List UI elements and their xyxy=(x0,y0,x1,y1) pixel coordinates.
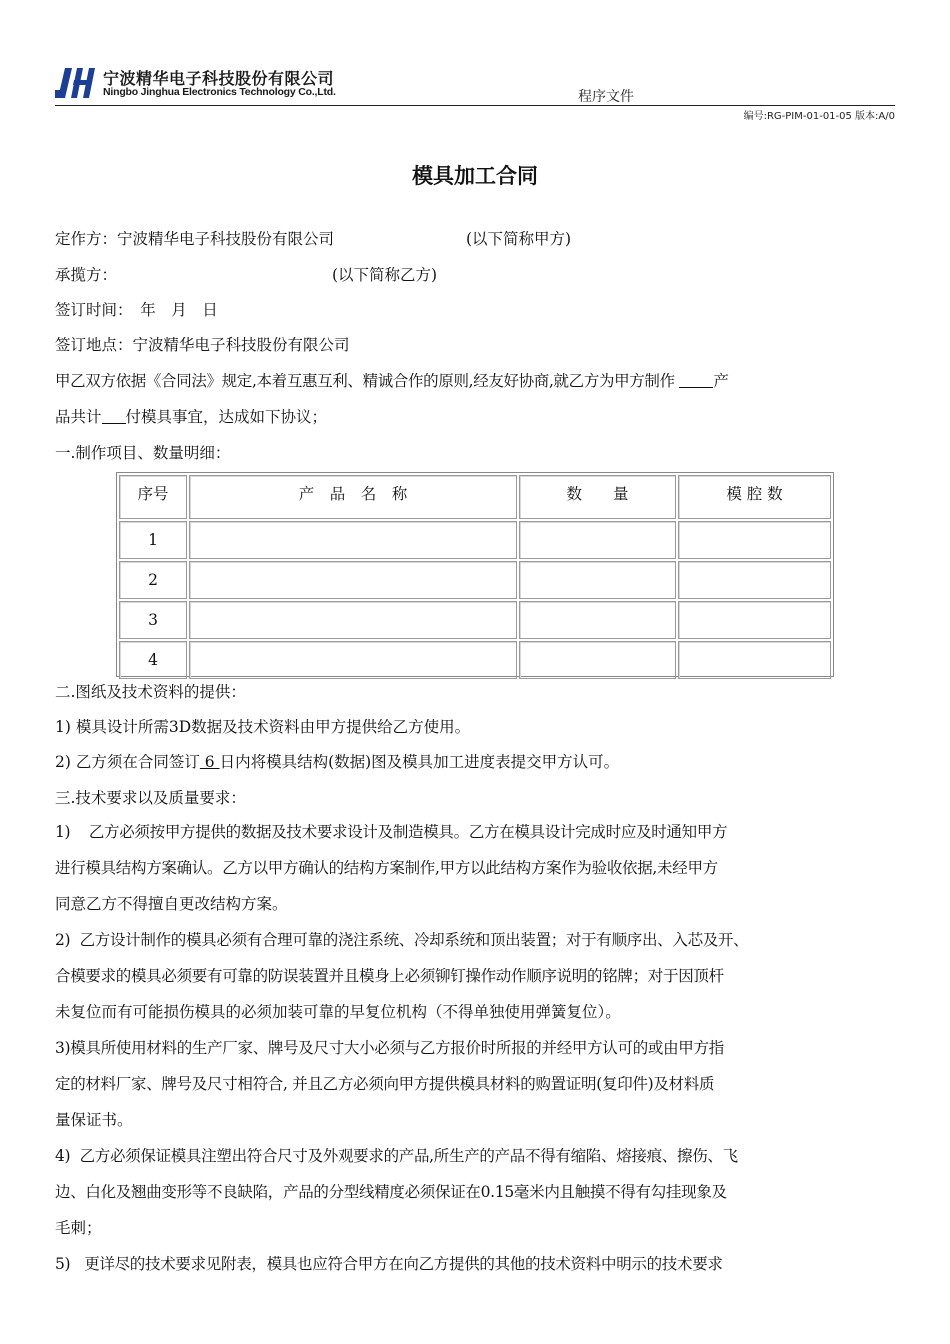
sign-time: 签订时间： 年 月 日 xyxy=(55,301,218,319)
table-header-row xyxy=(119,475,831,519)
table-row xyxy=(119,601,831,639)
row-cavity-count xyxy=(678,521,831,559)
header-quantity: 数 量 xyxy=(519,475,676,519)
table-row xyxy=(119,561,831,599)
section3-line: 5) 更详尽的技术要求见附表，模具也应符合甲方在向乙方提供的其他的技术资料中明示的技术要求 xyxy=(55,1255,723,1273)
section2-item-2-a: 2) 乙方须在合同签订 xyxy=(55,753,200,771)
sign-place: 签订地点：宁波精华电子科技股份有限公司 xyxy=(55,336,350,354)
section3-line: 毛刺； xyxy=(55,1219,102,1237)
document-code: 编号:RG-PIM-01-01-05 版本:A/0 xyxy=(743,111,895,122)
row-product-name xyxy=(189,641,517,679)
section2-heading: 二.图纸及技术资料的提供： xyxy=(55,683,246,701)
maker-note: (以下简称甲方) xyxy=(466,230,572,248)
section2-item-1: 1) 模具设计所需3D数据及技术资料由甲方提供给乙方使用。 xyxy=(55,718,471,736)
row-quantity xyxy=(519,521,676,559)
section3-line: 边、白化及翘曲变形等不良缺陷，产品的分型线精度必须保证在0.15毫米内且触摸不得有勾挂现象及 xyxy=(55,1183,727,1201)
row-product-name xyxy=(189,601,517,639)
row-cavity-count xyxy=(678,641,831,679)
maker-label: 定作方： xyxy=(55,230,118,248)
section3-line: 定的材料厂家、牌号及尺寸相符合, 并且乙方必须向甲方提供模具材料的购置证明(复印件)及材料质 xyxy=(55,1075,715,1093)
intro-line-2 xyxy=(55,405,327,427)
header-index: 序号 xyxy=(119,475,187,519)
section3-line: 合模要求的模具必须要有可靠的防误装置并且模身上必须铆钉操作动作顺序说明的铭牌；对于因顶杆 xyxy=(55,967,724,985)
section2-item-2-b: 日内将模具结构(数据)图及模具加工进度表提交甲方认可。 xyxy=(219,753,620,771)
intro-text-a: 甲乙双方依据《合同法》规定,本着互惠互利、精诚合作的原则,经友好协商,就乙方为甲方制作 xyxy=(55,372,675,390)
intro-text-c: 品共计 xyxy=(55,408,102,426)
items-table xyxy=(116,472,834,677)
row-index: 4 xyxy=(119,641,187,679)
header-cavity-count: 模 腔 数 xyxy=(678,475,831,519)
section3-heading: 三.技术要求以及质量要求： xyxy=(55,789,246,807)
jh-logo-icon xyxy=(55,66,99,100)
intro-text-b: 产 xyxy=(713,372,729,390)
submission-days: 6 xyxy=(199,753,220,771)
maker-name: 宁波精华电子科技股份有限公司 xyxy=(117,230,335,248)
company-name-cn: 宁波精华电子科技股份有限公司 xyxy=(103,69,335,88)
header-product-name: 产 品 名 称 xyxy=(189,475,517,519)
section3-line: 1) 乙方必须按甲方提供的数据及技术要求设计及制造模具。乙方在模具设计完成时应及时通知甲方 xyxy=(55,823,728,841)
section3-line: 4) 乙方必须保证模具注塑出符合尺寸及外观要求的产品,所生产的产品不得有缩陷、熔接痕、擦伤、飞 xyxy=(55,1147,738,1165)
section3-line: 进行模具结构方案确认。乙方以甲方确认的结构方案制作,甲方以此结构方案作为验收依据,未经甲方 xyxy=(55,859,718,877)
row-index: 1 xyxy=(119,521,187,559)
intro-line-1 xyxy=(55,369,728,391)
row-cavity-count xyxy=(678,561,831,599)
row-product-name xyxy=(189,521,517,559)
section1-heading: 一.制作项目、数量明细： xyxy=(55,444,231,462)
product-name-blank xyxy=(679,373,713,388)
document-type: 程序文件 xyxy=(578,89,634,105)
intro-text-d: 付模具事宜，达成如下协议； xyxy=(125,408,328,426)
contractor-label: 承揽方： xyxy=(55,266,118,284)
row-cavity-count xyxy=(678,601,831,639)
row-index: 2 xyxy=(119,561,187,599)
maker-line xyxy=(55,227,572,249)
row-quantity xyxy=(519,641,676,679)
row-quantity xyxy=(519,601,676,639)
company-name-en: Ningbo Jinghua Electronics Technology Co.,Ltd. xyxy=(103,86,336,98)
table-row xyxy=(119,641,831,679)
contractor-note: (以下简称乙方) xyxy=(332,266,438,284)
row-product-name xyxy=(189,561,517,599)
mold-count-blank xyxy=(102,409,126,424)
section3-line: 2) 乙方设计制作的模具必须有合理可靠的浇注系统、冷却系统和顶出装置；对于有顺序出、入芯及开、 xyxy=(55,931,749,949)
page-title: 模具加工合同 xyxy=(412,164,538,188)
row-quantity xyxy=(519,561,676,599)
section3-line: 量保证书。 xyxy=(55,1111,133,1129)
section3-line: 未复位而有可能损伤模具的必须加装可靠的早复位机构（不得单独使用弹簧复位）。 xyxy=(55,1003,621,1021)
contractor-line xyxy=(55,263,438,285)
section3-line: 3)模具所使用材料的生产厂家、牌号及尺寸大小必须与乙方报价时所报的并经甲方认可的或由甲方指 xyxy=(55,1039,724,1057)
company-logo xyxy=(55,66,335,102)
section2-item-2 xyxy=(55,750,619,772)
row-index: 3 xyxy=(119,601,187,639)
section3-line: 同意乙方不得擅自更改结构方案。 xyxy=(55,895,288,913)
table-row xyxy=(119,521,831,559)
header-divider xyxy=(55,105,895,106)
